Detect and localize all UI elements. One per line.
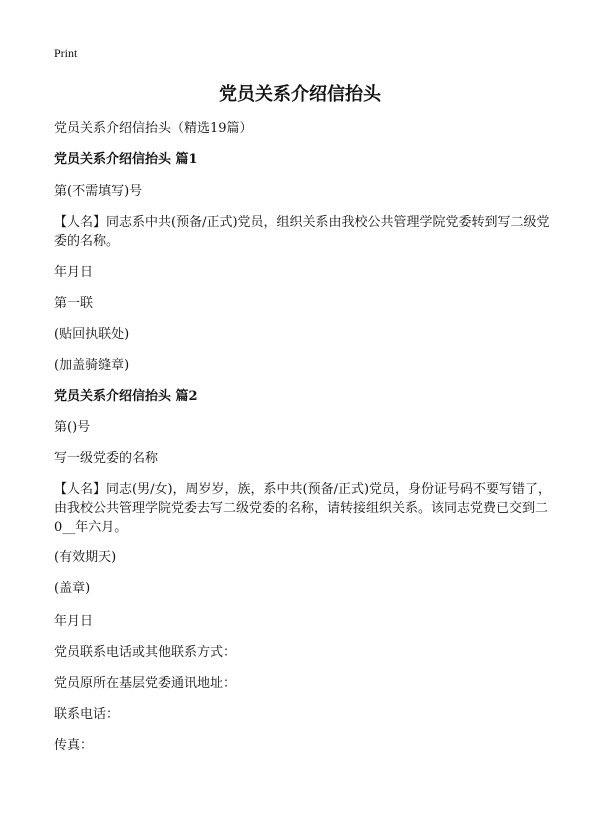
- paragraph-receipt-placeholder: (贴回执联处): [54, 327, 130, 342]
- paragraph-date: 年月日: [54, 265, 94, 280]
- paragraph-validity: (有效期天): [54, 550, 117, 565]
- section-heading-1: 党员关系介绍信抬头 篇1: [54, 152, 198, 167]
- paragraph-fax: 传真：: [54, 738, 94, 753]
- paragraph-seal-note: (加盖骑缝章): [54, 358, 130, 373]
- paragraph-date: 年月日: [54, 614, 94, 629]
- document-subtitle: 党员关系介绍信抬头（精选19篇）: [54, 121, 253, 136]
- paragraph-first-copy: 第一联: [54, 296, 94, 311]
- paragraph-phone: 联系电话：: [54, 707, 120, 722]
- paragraph-original-address: 党员原所在基层党委通讯地址：: [54, 676, 237, 691]
- paragraph-member-contact: 党员联系电话或其他联系方式：: [54, 645, 237, 660]
- paragraph-recipient: 写一级党委的名称: [54, 451, 159, 466]
- page-title: 党员关系介绍信抬头: [219, 84, 381, 105]
- paragraph-transfer-statement: 【人名】同志系中共(预备/正式)党员，组织关系由我校公共管理学院党委转到写二级党委的名称。: [54, 215, 550, 249]
- print-link[interactable]: Print: [54, 46, 78, 60]
- paragraph-member-details: 【人名】同志(男/女)，周岁岁，族，系中共(预备/正式)党员，身份证号码不要写错了，由我校公共管理学院党委去写二级党委的名称，请转接组织关系。该同志党费已交到二0__年六月。: [54, 482, 552, 535]
- paragraph-number-field: 第()号: [54, 420, 91, 435]
- paragraph-stamp: (盖章): [54, 581, 91, 596]
- paragraph-number-field: 第(不需填写)号: [54, 184, 143, 199]
- section-heading-2: 党员关系介绍信抬头 篇2: [54, 389, 198, 404]
